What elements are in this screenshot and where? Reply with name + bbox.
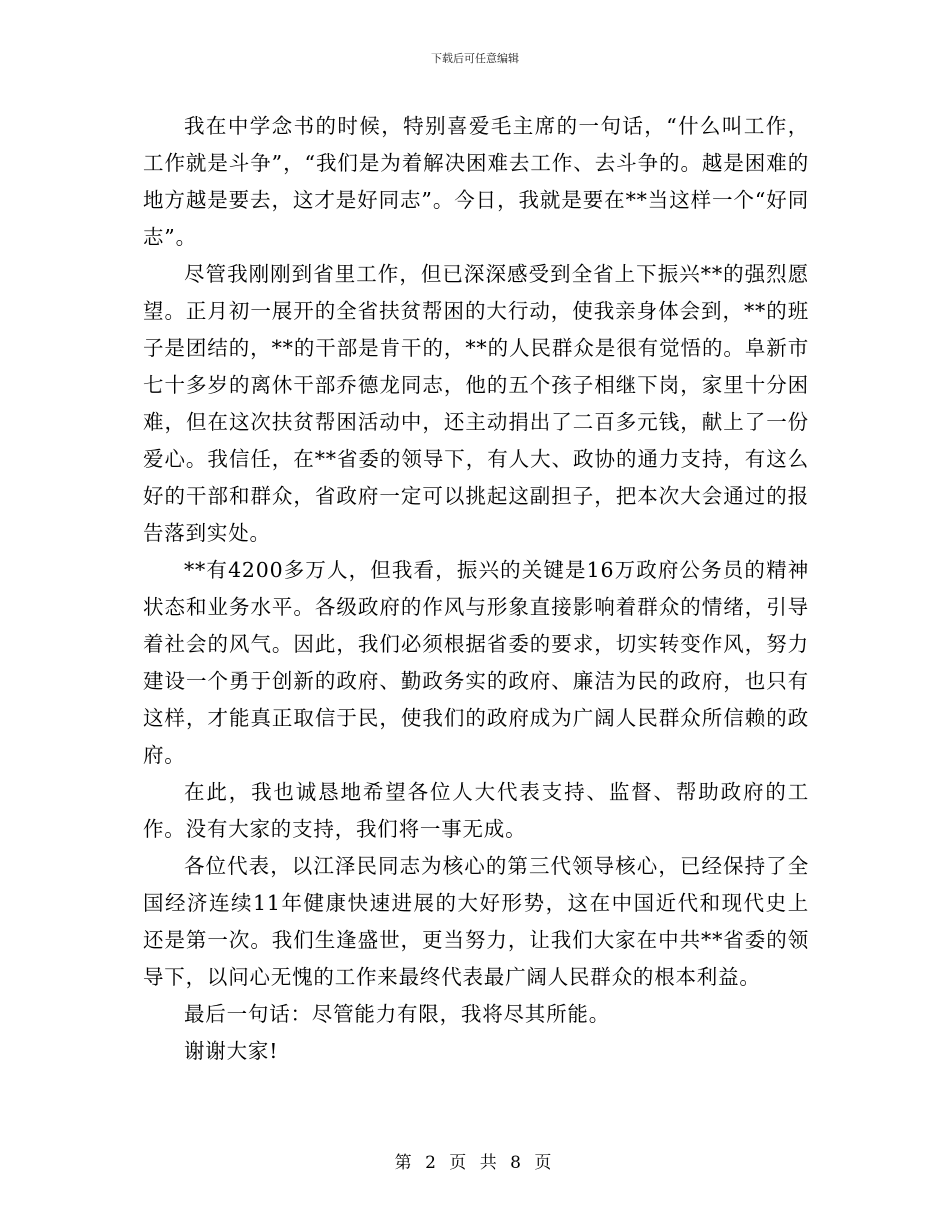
paragraph-5: 各位代表，以江泽民同志为核心的第三代领导核心，已经保持了全国经济连续11年健康快速进展的大好形势，这在中国近代和现代史上还是第一次。我们生逢盛世，更当努力，让我们大家在中共**省委的领导下，以问心无愧的工作来最终代表最广阔人民群众的根本利益。 — [143, 854, 809, 989]
page-number: 第 2 页 共 8 页 — [394, 1153, 556, 1173]
paragraph-7: 谢谢大家! — [184, 1039, 279, 1063]
paragraph-6: 最后一句话：尽管能力有限，我将尽其所能。 — [184, 1002, 610, 1026]
document-body — [143, 108, 809, 1070]
paragraph-2: 尽管我刚刚到省里工作，但已深深感受到全省上下振兴**的强烈愿望。正月初一展开的全省扶贫帮困的大行动，使我亲身体会到，**的班子是团结的，**的干部是肯干的，**的人民群众是很有觉悟的。阜新市七十多岁的离休干部乔德龙同志，他的五个孩子相继下岗，家里十分困难，但在这次扶贫帮困活动中，还主动捐出了二百多元钱，献上了一份爱心。我信任，在**省委的领导下，有人大、政协的通力支持，有这么好的干部和群众，省政府一定可以挑起这副担子，把本次大会通过的报告落到实处。 — [143, 262, 809, 545]
header-note: 下载后可任意编辑 — [431, 52, 519, 65]
paragraph-4: 在此，我也诚恳地希望各位人大代表支持、监督、帮助政府的工作。没有大家的支持，我们将一事无成。 — [143, 780, 809, 841]
paragraph-1: 我在中学念书的时候，特别喜爱毛主席的一句话，“什么叫工作，工作就是斗争”，“我们是为着解决困难去工作、去斗争的。越是困难的地方越是要去，这才是好同志”。今日，我就是要在**当这样一个“好同志”。 — [143, 114, 809, 249]
paragraph-3: **有4200多万人，但我看，振兴的关键是16万政府公务员的精神状态和业务水平。各级政府的作风与形象直接影响着群众的情绪，引导着社会的风气。因此，我们必须根据省委的要求，切实转变作风，努力建设一个勇于创新的政府、勤政务实的政府、廉洁为民的政府，也只有这样，才能真正取信于民，使我们的政府成为广阔人民群众所信赖的政府。 — [143, 558, 809, 767]
